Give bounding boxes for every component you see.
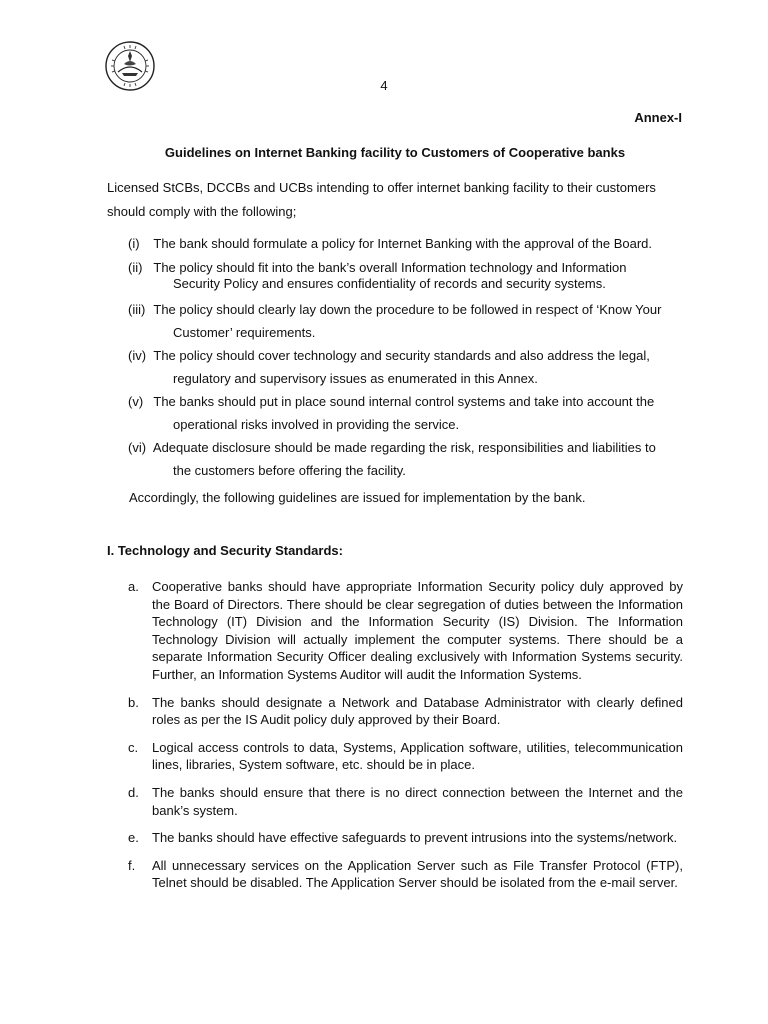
item-letter: d. xyxy=(128,784,139,800)
item-text: Logical access controls to data, Systems, Application software, utilities, telecommunication lines, libraries, System software, etc. should be in place. xyxy=(152,739,683,773)
list-item xyxy=(128,857,683,892)
item-text: The policy should fit into the bank’s overall Information technology and Information xyxy=(153,260,627,275)
annex-label: Annex-I xyxy=(634,110,682,125)
item-text: The policy should cover technology and security standards and also address the legal, xyxy=(153,348,650,363)
item-number: (i) xyxy=(128,236,140,251)
item-letter: e. xyxy=(128,830,139,846)
item-number: (iv) xyxy=(128,348,147,363)
item-text: The banks should ensure that there is no direct connection between the Internet and the bank’s system. xyxy=(152,784,683,818)
item-text-continued: Security Policy and ensures confidentiality of records and security systems. xyxy=(173,276,606,291)
list-item xyxy=(128,298,684,344)
list-item xyxy=(128,784,683,819)
item-number: (vi) xyxy=(128,440,147,455)
item-text: The banks should put in place sound internal control systems and take into account the xyxy=(153,394,655,409)
item-number: (ii) xyxy=(128,260,143,275)
document-title: Guidelines on Internet Banking facility to Customers of Cooperative banks xyxy=(164,145,626,160)
list-item xyxy=(128,694,683,729)
list-item xyxy=(128,390,684,436)
list-item xyxy=(128,739,683,774)
item-text: The bank should formulate a policy for Internet Banking with the approval of the Board. xyxy=(153,236,653,251)
list-item xyxy=(128,232,684,256)
item-text: Cooperative banks should have appropriate Information Security policy duly approved by the Board of Directors. There should be clear segregation of duties between the Information Technology (IT) Division and the Information Security (IS) Division. The Information Technology Division will actually implement the computer systems. There should be a separate Information Security Officer dealing exclusively with Information Systems security. Further, an Information Systems Auditor will audit the Information Systems. xyxy=(152,579,683,682)
list-item xyxy=(128,344,684,390)
intro-paragraph: Licensed StCBs, DCCBs and UCBs intending to offer internet banking facility to their customers should comply with the following; xyxy=(107,180,656,219)
item-number: (iii) xyxy=(128,302,146,317)
standards-list xyxy=(128,578,683,902)
policy-list xyxy=(128,232,684,482)
item-text-continued: regulatory and supervisory issues as enumerated in this Annex. xyxy=(173,371,538,386)
list-item xyxy=(128,578,683,684)
item-text-continued: operational risks involved in providing the service. xyxy=(173,417,460,432)
accordingly-paragraph: Accordingly, the following guidelines are issued for implementation by the bank. xyxy=(129,490,586,505)
item-text: The banks should have effective safeguards to prevent intrusions into the systems/network. xyxy=(152,830,678,846)
list-item xyxy=(128,829,683,847)
item-text-continued: Customer’ requirements. xyxy=(173,325,316,340)
item-letter: f. xyxy=(128,857,136,873)
item-text: The policy should clearly lay down the procedure to be followed in respect of ‘Know Your xyxy=(153,302,662,317)
item-text: Adequate disclosure should be made regarding the risk, responsibilities and liabilities to xyxy=(152,440,656,455)
section-heading: I. Technology and Security Standards: xyxy=(107,543,343,558)
item-text: All unnecessary services on the Application Server such as File Transfer Protocol (FTP), Telnet should be disabled. The Application Server should be isolated from the e-mail server. xyxy=(152,857,683,891)
page-number: 4 xyxy=(380,78,388,93)
list-item xyxy=(128,260,684,292)
item-letter: b. xyxy=(128,694,139,710)
item-letter: a. xyxy=(128,579,139,594)
list-item xyxy=(128,436,684,482)
item-text: The banks should designate a Network and Database Administrator with clearly defined roles as per the IS Audit policy duly approved by their Board. xyxy=(152,694,683,728)
item-number: (v) xyxy=(128,394,144,409)
item-text-continued: the customers before offering the facility. xyxy=(173,463,406,478)
item-letter: c. xyxy=(128,739,139,755)
